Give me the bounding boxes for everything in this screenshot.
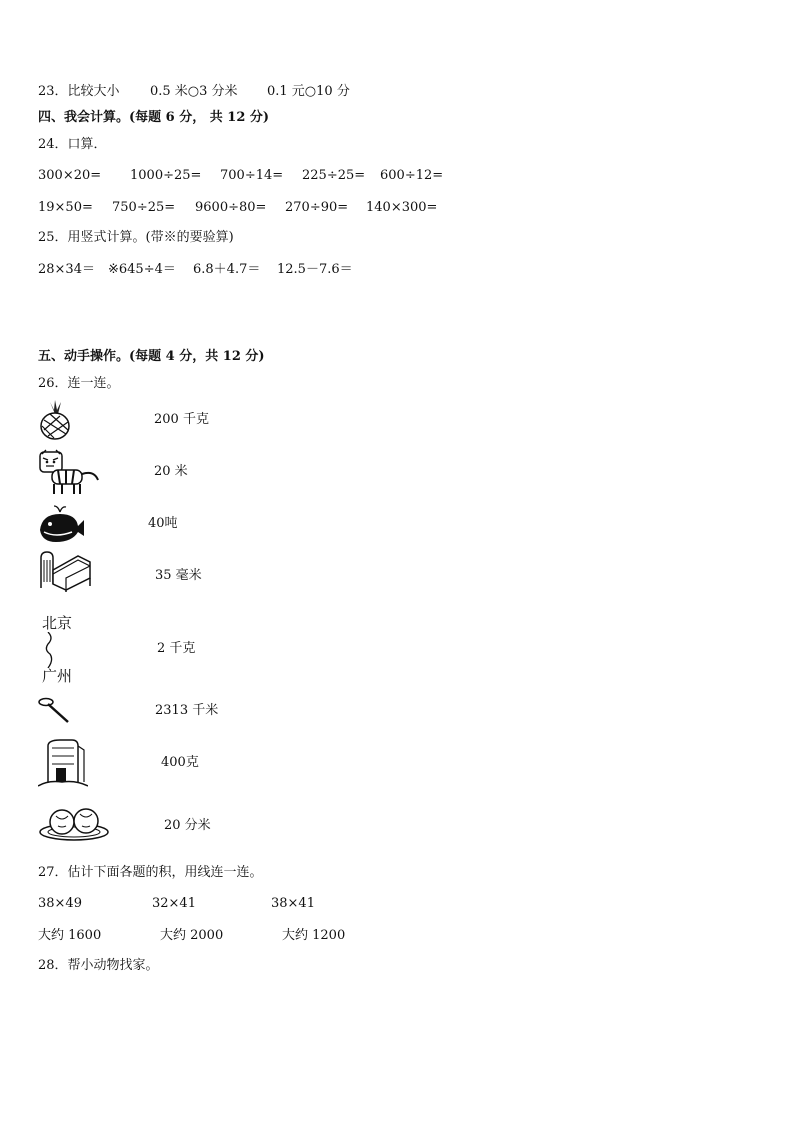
map-label-beijing: 北京: [42, 614, 73, 632]
q24-r1-c5: 600÷12=: [380, 168, 444, 183]
section-5-heading: 五、动手操作。(每题 4 分，共 12 分): [38, 349, 265, 364]
q27-expr-2: 32×41: [152, 896, 196, 911]
bed-icon: [38, 548, 92, 592]
unit-400-g: 400克: [161, 755, 199, 770]
unit-200-kg: 200 千克: [154, 412, 209, 427]
q24-r2-c2: 750÷25=: [112, 200, 176, 215]
q25-item-3: 6.8＋4.7＝: [193, 262, 261, 277]
q28-label: 28．帮小动物找家。: [38, 958, 159, 973]
q24-r1-c4: 225÷25=: [302, 168, 366, 183]
q24-r1-c1: 300×20=: [38, 168, 102, 183]
q24-r2-c3: 9600÷80=: [195, 200, 267, 215]
unit-20-dm: 20 分米: [164, 818, 211, 833]
q24-r1-c3: 700÷14=: [220, 168, 284, 183]
tiger-icon: [38, 448, 100, 496]
q27-answer-2: 大约 2000: [160, 928, 224, 943]
q25-item-4: 12.5－7.6＝: [277, 262, 353, 277]
q25-item-1: 28×34＝: [38, 262, 95, 277]
unit-2-kg: 2 千克: [157, 641, 196, 656]
unit-2313-km: 2313 千米: [155, 703, 219, 718]
q26-label: 26．连一连。: [38, 376, 120, 391]
pineapple-icon: [38, 400, 72, 440]
route-line-icon: [42, 632, 62, 668]
q24-r2-c1: 19×50=: [38, 200, 93, 215]
q27-label: 27．估计下面各题的积，用线连一连。: [38, 865, 263, 880]
q23-compare-a: 0.5 米○3 分米: [150, 84, 238, 99]
q23-label: 23．比较大小: [38, 84, 120, 99]
unit-40-t: 40吨: [148, 516, 178, 531]
q27-answer-1: 大约 1600: [38, 928, 102, 943]
unit-20-m: 20 米: [154, 464, 188, 479]
building-icon: [38, 736, 88, 788]
q24-r2-c4: 270÷90=: [285, 200, 349, 215]
q25-label: 25．用竖式计算。(带※的要验算): [38, 230, 234, 245]
q24-r2-c5: 140×300=: [366, 200, 438, 215]
q24-label: 24．口算．: [38, 137, 107, 152]
whale-icon: [38, 502, 86, 544]
q27-expr-3: 38×41: [271, 896, 315, 911]
fruit-plate-icon: [38, 806, 110, 842]
section-4-heading: 四、我会计算。(每题 6 分， 共 12 分): [38, 110, 270, 125]
q27-answer-3: 大约 1200: [282, 928, 346, 943]
map-label-guangzhou: 广州: [42, 667, 73, 685]
q25-item-2: ※645÷4＝: [108, 262, 176, 277]
q27-expr-1: 38×49: [38, 896, 82, 911]
q23-compare-b: 0.1 元○10 分: [267, 84, 350, 99]
nail-icon: [38, 696, 72, 726]
unit-35-mm: 35 毫米: [155, 568, 202, 583]
q24-r1-c2: 1000÷25=: [130, 168, 202, 183]
